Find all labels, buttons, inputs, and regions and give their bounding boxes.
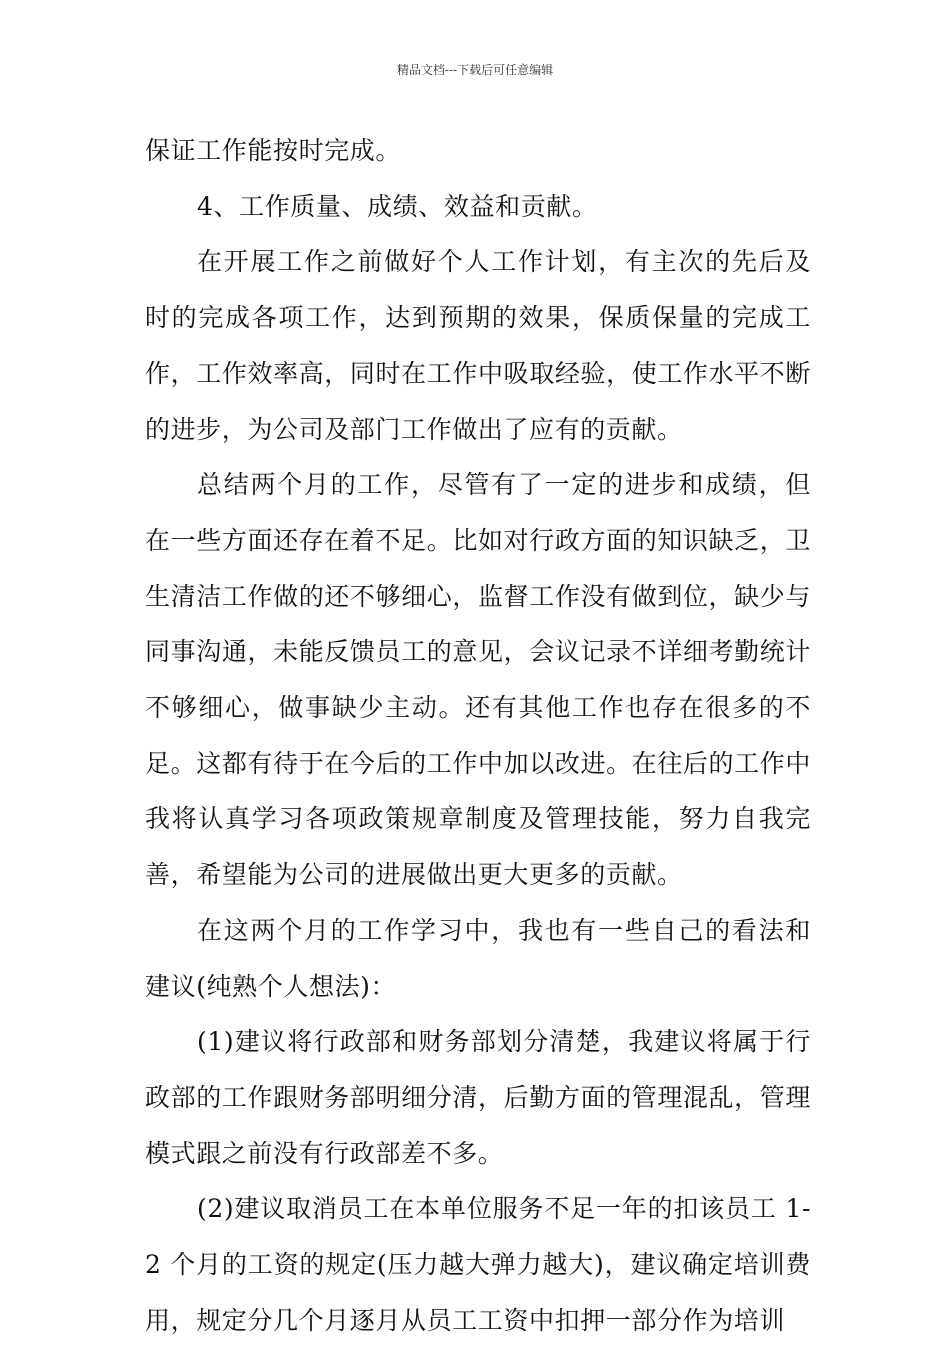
document-body (145, 123, 811, 1348)
paragraph: 总结两个月的工作，尽管有了一定的进步和成绩，但在一些方面还存在着不足。比如对行政方面的知识缺乏，卫生清洁工作做的还不够细心，监督工作没有做到位，缺少与同事沟通，未能反馈员工的意见，会议记录不详细考勤统计不够细心，做事缺少主动。还有其他工作也存在很多的不足。这都有待于在今后的工作中加以改进。在往后的工作中我将认真学习各项政策规章制度及管理技能，努力自我完善，希望能为公司的进展做出更大更多的贡献。 (145, 470, 811, 890)
paragraph: 保证工作能按时完成。 (145, 136, 402, 165)
paragraph: (1)建议将行政部和财务部划分清楚，我建议将属于行政部的工作跟财务部明细分清，后勤方面的管理混乱，管理模式跟之前没有行政部差不多。 (145, 1027, 811, 1168)
paragraph: 在这两个月的工作学习中，我也有一些自己的看法和建议(纯熟个人想法)： (145, 915, 811, 1001)
paragraph: 4、工作质量、成绩、效益和贡献。 (197, 191, 598, 221)
page-header: 精品文档---下载后可任意编辑 (396, 63, 554, 77)
paragraph: 在开展工作之前做好个人工作计划，有主次的先后及时的完成各项工作，达到预期的效果，保质保量的完成工作，工作效率高，同时在工作中吸取经验，使工作水平不断的进步，为公司及部门工作做出了应有的贡献。 (145, 247, 811, 444)
paragraph: (2)建议取消员工在本单位服务不足一年的扣该员工 1-2 个月的工资的规定(压力越大弹力越大)，建议确定培训费用，规定分几个月逐月从员工工资中扣押一部分作为培训 (145, 1194, 811, 1335)
